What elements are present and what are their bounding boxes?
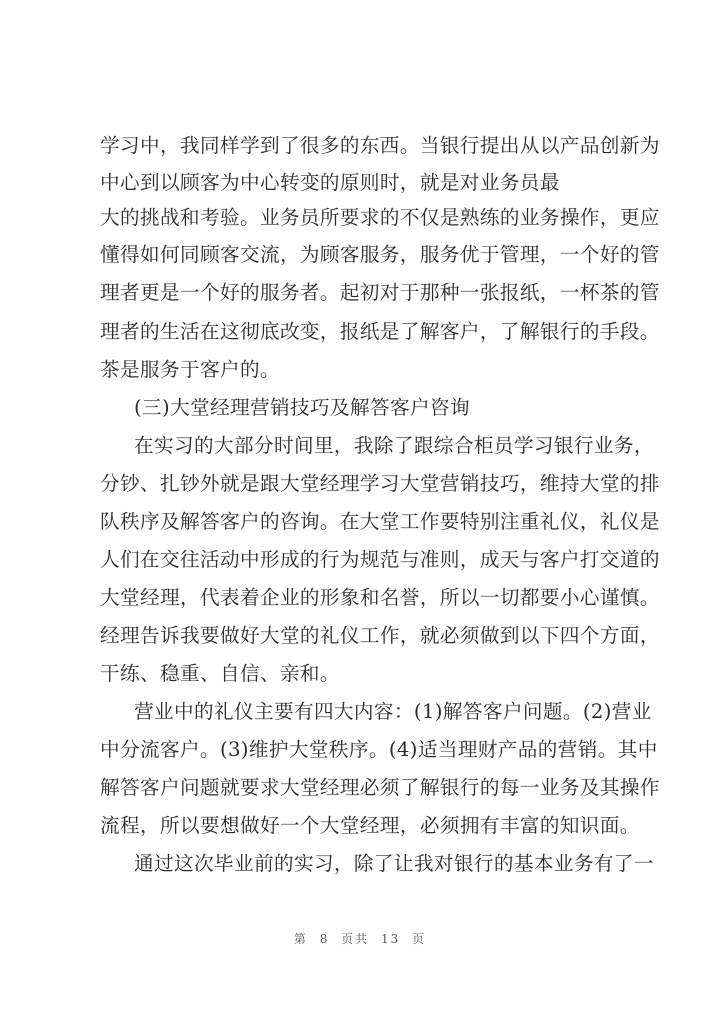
paragraph-line: 流程，所以要想做好一个大堂经理，必须拥有丰富的知识面。 (100, 814, 640, 837)
paragraph-line: 营业中的礼仪主要有四大内容：(1)解答客户问题。(2)营业 (134, 700, 652, 723)
paragraph-line: 中心到以顾客为中心转变的原则时，就是对业务员最 (100, 171, 560, 194)
paragraph-line: 在实习的大部分时间里，我除了跟综合柜员学习银行业务， (134, 434, 654, 457)
paragraph-line: 大堂经理，代表着企业的形象和名誉，所以一切都要小心谨慎。 (100, 586, 660, 609)
paragraph-line: 通过这次毕业前的实习，除了让我对银行的基本业务有了一 (134, 852, 654, 875)
footer-suffix: 页 (412, 932, 427, 946)
paragraph-line: 人们在交往活动中形成的行为规范与准则，成天与客户打交道的 (100, 548, 660, 571)
paragraph-line: 学习中，我同样学到了很多的东西。当银行提出从以产品创新为 (100, 134, 660, 157)
paragraph-line: 理者更是一个好的服务者。起初对于那种一张报纸，一杯茶的管 (100, 281, 660, 304)
paragraph-line: 中分流客户。(3)维护大堂秩序。(4)适当理财产品的营销。其中 (100, 738, 658, 761)
paragraph-line: 茶是服务于客户的。 (100, 358, 280, 381)
paragraph-line: 理者的生活在这彻底改变，报纸是了解客户，了解银行的手段。 (100, 320, 660, 343)
footer-middle: 页共 (341, 932, 370, 946)
page-footer (0, 930, 720, 947)
paragraph-line: 队秩序及解答客户的咨询。在大堂工作要特别注重礼仪，礼仪是 (100, 510, 660, 533)
paragraph-line: 干练、稳重、自信、亲和。 (100, 662, 340, 685)
section-heading: (三)大堂经理营销技巧及解答客户咨询 (134, 396, 470, 419)
paragraph-line: 解答客户问题就要求大堂经理必须了解银行的每一业务及其操作 (100, 776, 660, 799)
footer-current-page: 8 (319, 932, 330, 946)
paragraph-line: 经理告诉我要做好大堂的礼仪工作，就必须做到以下四个方面， (100, 624, 660, 647)
paragraph-line: 大的挑战和考验。业务员所要求的不仅是熟练的业务操作，更应 (100, 206, 660, 229)
footer-prefix: 第 (293, 932, 308, 946)
paragraph-line: 懂得如何同顾客交流，为顾客服务，服务优于管理，一个好的管 (100, 243, 660, 266)
paragraph-line: 分钞、扎钞外就是跟大堂经理学习大堂营销技巧，维持大堂的排 (100, 472, 660, 495)
footer-total-pages: 13 (381, 932, 401, 946)
